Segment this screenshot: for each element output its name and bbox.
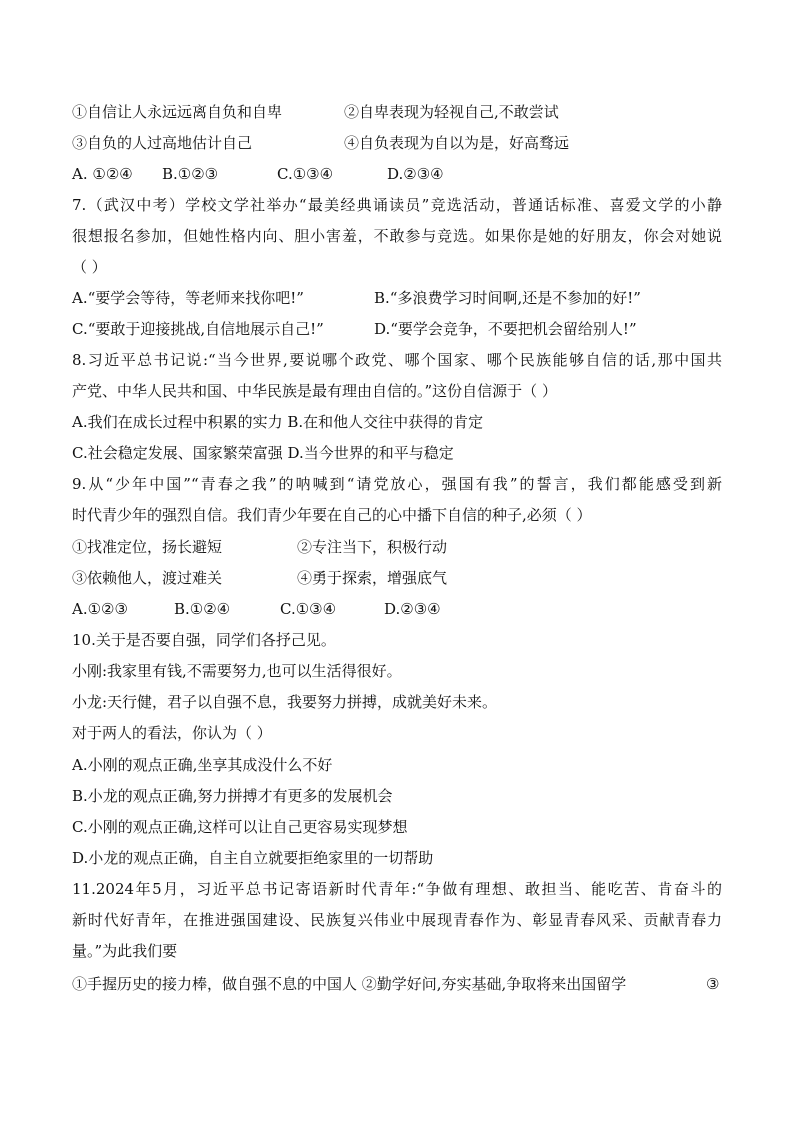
question-7-line-1: 7.（武汉中考）学校文学社举办“最美经典诵读员”竞选活动，普通话标准、喜爱文学的小静 — [72, 196, 722, 214]
options-row-2 — [72, 133, 722, 153]
question-9-answer-choices — [72, 599, 722, 619]
question-7-blank: （ ） — [72, 258, 107, 276]
answer-choices-6 — [72, 164, 722, 184]
choice-b: B.①②④ — [174, 600, 231, 618]
question-7-options-row-1 — [72, 288, 722, 308]
question-9-line-2: 时代青少年的强烈自信。我们青少年要在自己的心中播下自信的种子,必须（ ） — [72, 506, 592, 524]
statement-3-start: ③ — [706, 975, 720, 993]
question-10-choice-a: A.小刚的观点正确,坐享其成没什么不好 — [72, 756, 333, 774]
question-7-line-2: 很想报名参加，但她性格内向、胆小害羞，不敢参与竞选。如果你是她的好朋友，你会对她说 — [72, 227, 722, 245]
statement-2: ②专注当下，积极行动 — [297, 538, 448, 556]
question-8-line-1: 8.习近平总书记说:“当今世界,要说哪个政党、哪个国家、哪个民族能够自信的话,那中国共 — [72, 351, 722, 369]
choice-a: A.“要学会等待，等老师来找你吧!” — [72, 289, 304, 307]
question-8-options-row-2: C.社会稳定发展、国家繁荣富强 D.当今世界的和平与稳定 — [72, 444, 454, 462]
choice-c: C.①③④ — [280, 600, 337, 618]
question-11-statements-row-1 — [72, 974, 722, 994]
choice-c: C.①③④ — [277, 165, 334, 183]
question-7-options-row-2 — [72, 319, 722, 339]
question-9-statements-row-2 — [72, 568, 722, 588]
question-10-choice-d: D.小龙的观点正确，自主自立就要拒绝家里的一切帮助 — [72, 849, 434, 867]
question-10-xiaolong: 小龙:天行健，君子以自强不息，我要努力拼搏，成就美好未来。 — [72, 693, 498, 711]
question-10-choice-c: C.小刚的观点正确,这样可以让自己更容易实现梦想 — [72, 818, 408, 836]
statement-4: ④自负表现为自以为是，好高骛远 — [344, 134, 570, 152]
question-10-stem: 10.关于是否要自强，同学们各抒己见。 — [72, 631, 336, 649]
statement-1: ①找准定位，扬长避短 — [72, 538, 223, 556]
choice-c: C.“要敢于迎接挑战,自信地展示自己!” — [72, 320, 324, 338]
question-9-statements-row-1 — [72, 537, 722, 557]
question-9-line-1: 9.从“少年中国”“青春之我”的呐喊到“请党放心，强国有我”的誓言，我们都能感受到新 — [72, 475, 722, 493]
statement-4: ④勇于探索，增强底气 — [297, 569, 448, 587]
choice-a: A. ①②④ — [72, 165, 133, 183]
choice-d: D.“要学会竞争，不要把机会留给别人!” — [374, 320, 637, 338]
statement-2: ②自卑表现为轻视自己,不敢尝试 — [344, 103, 559, 121]
question-11-line-2: 新时代好青年，在推进强国建设、民族复兴伟业中展现青春作为、彰显青春风采、贡献青春力 — [72, 911, 722, 929]
question-8-line-2: 产党、中华人民共和国、中华民族是最有理由自信的。”这份自信源于（ ） — [72, 382, 557, 400]
choice-d: D.②③④ — [387, 165, 444, 183]
question-10-choice-b: B.小龙的观点正确,努力拼搏才有更多的发展机会 — [72, 787, 393, 805]
question-11-line-1: 11.2024年5月，习近平总书记寄语新时代青年:“争做有理想、敢担当、能吃苦、肯奋斗的 — [72, 880, 722, 898]
options-row-1 — [72, 102, 722, 122]
statement-3: ③依赖他人，渡过难关 — [72, 569, 223, 587]
choice-b: B.“多浪费学习时间啊,还是不参加的好!” — [374, 289, 641, 307]
statement-3: ③自负的人过高地估计自己 — [72, 134, 253, 152]
question-11-line-3: 量。”为此我们要 — [72, 942, 178, 960]
choice-d: D.②③④ — [384, 600, 441, 618]
question-8-options-row-1: A.我们在成长过程中积累的实力 B.在和他人交往中获得的肯定 — [72, 413, 484, 431]
question-10-xiaogang: 小刚:我家里有钱,不需要努力,也可以生活得很好。 — [72, 662, 402, 680]
statement-1: ①自信让人永远远离自负和自卑 — [72, 103, 283, 121]
choice-b: B.①②③ — [162, 165, 219, 183]
choice-a: A.①②③ — [72, 600, 128, 618]
question-10-prompt: 对于两人的看法，你认为（ ） — [72, 724, 272, 742]
statements-1-2: ①手握历史的接力棒，做自强不息的中国人 ②勤学好问,夯实基础,争取将来出国留学 — [72, 975, 627, 993]
